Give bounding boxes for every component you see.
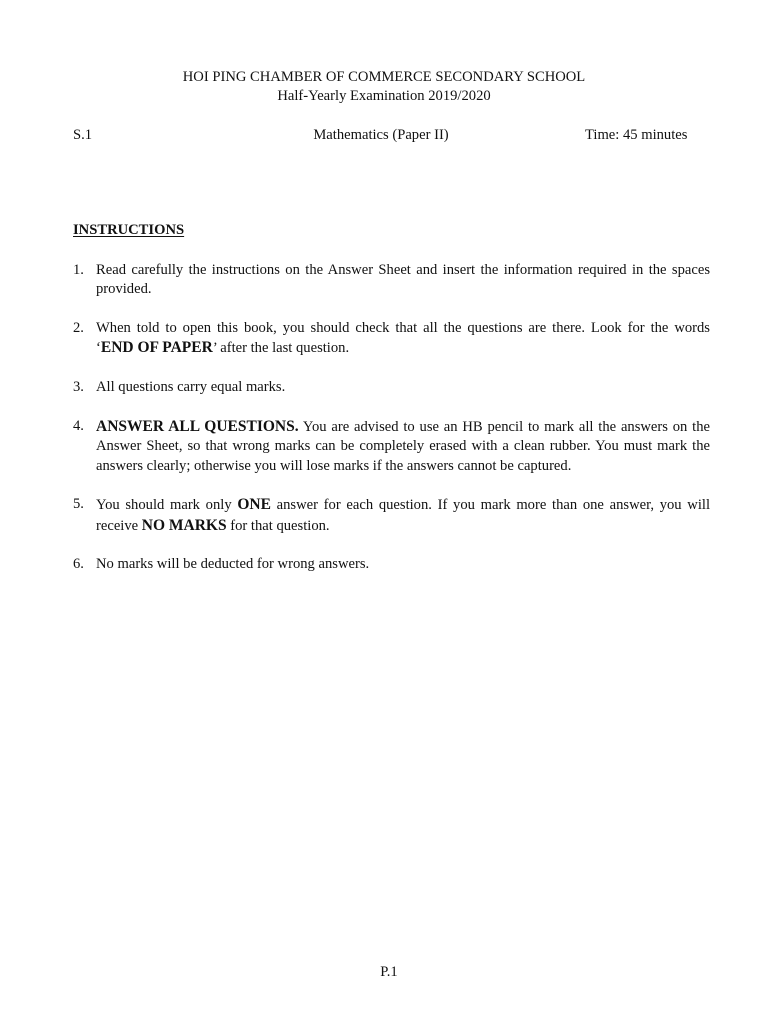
- school-name: HOI PING CHAMBER OF COMMERCE SECONDARY SCHOOL: [182, 69, 586, 85]
- instruction-text: Read carefully the instructions on the Answer Sheet and insert the information required in the spaces provided.: [96, 262, 710, 298]
- instruction-number: 4.: [73, 417, 84, 434]
- instruction-text: All questions carry equal marks.: [96, 379, 286, 396]
- instructions-heading: INSTRUCTIONS: [73, 222, 185, 238]
- instruction-emphasis: ONE: [237, 496, 271, 514]
- instruction-number: 1.: [73, 262, 84, 278]
- instruction-item-2: [73, 319, 710, 359]
- instruction-item-5: [73, 495, 710, 536]
- time-label: Time: 45 minutes: [585, 127, 688, 143]
- instructions-list: [73, 261, 710, 594]
- instruction-number: 5.: [73, 496, 84, 513]
- instruction-item-6: [73, 555, 710, 574]
- page-number: P.1: [380, 964, 398, 980]
- instruction-emphasis: ANSWER ALL QUESTIONS.: [96, 417, 299, 435]
- exam-name: Half-Yearly Examination 2019/2020: [277, 88, 491, 104]
- instruction-number: 6.: [73, 556, 84, 573]
- instruction-text: answer for each question. If you mark more than one answer, you will receive: [96, 497, 711, 534]
- exam-meta-row: [0, 126, 768, 145]
- instruction-item-4: [73, 417, 710, 476]
- instruction-item-3: [73, 378, 710, 397]
- instruction-text: You should mark only: [96, 497, 238, 514]
- subject-label: Mathematics (Paper II): [313, 127, 449, 143]
- instruction-text: No marks will be deducted for wrong answers.: [96, 556, 370, 573]
- instruction-item-1: [73, 261, 710, 300]
- instruction-number: 3.: [73, 379, 84, 396]
- instruction-text: You are advised to use an HB pencil to mark all the answers on the Answer Sheet, so that wrong marks can be completely erased with a clean rubber. You must mark the answers clearly; otherwise you will lose marks if the answers cannot be captured.: [96, 418, 710, 474]
- instruction-text: for that question.: [226, 517, 330, 534]
- instruction-emphasis: NO MARKS: [141, 516, 227, 534]
- instruction-number: 2.: [73, 320, 84, 337]
- instruction-text: ’ after the last question.: [212, 340, 350, 357]
- instruction-text: When told to open this book, you should check that all the questions are there. Look for the words ‘: [96, 320, 710, 357]
- class-label: S.1: [73, 127, 93, 143]
- instruction-emphasis: END OF PAPER: [100, 339, 213, 357]
